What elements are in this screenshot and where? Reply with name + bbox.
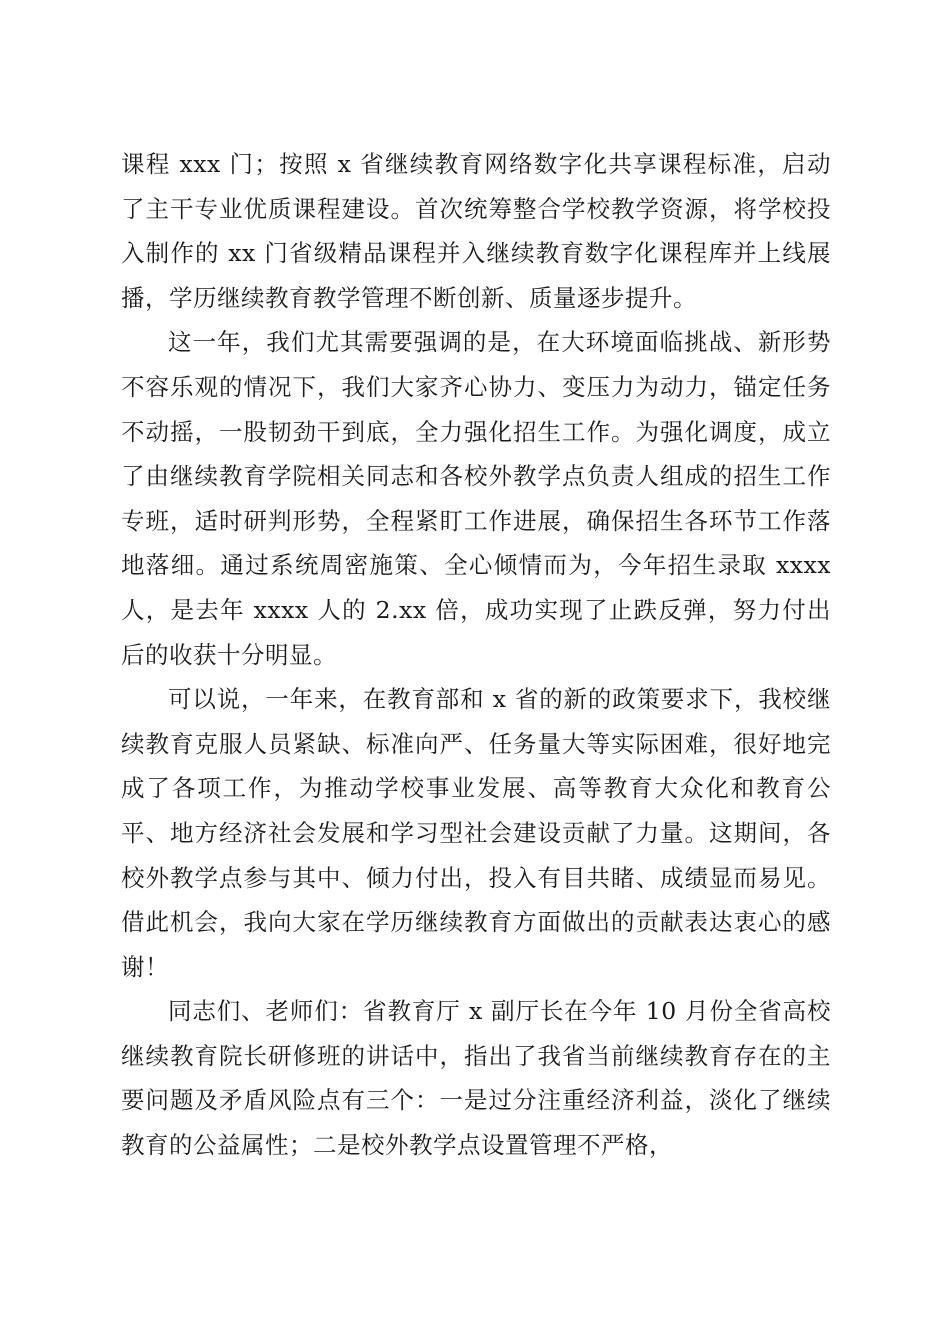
paragraph-annual-summary: 可以说，一年来，在教育部和 x 省的新的政策要求下，我校继续教育克服人员紧缺、标准向严、任务量大等实际困难，很好地完成了各项工作，为推动学校事业发展、高等教育大众化和教育公平、地方经济社会发展和学习型社会建设贡献了力量。这期间，各校外教学点参与其中、倾力付出，投入有目共睹、成绩显而易见。借此机会，我向大家在学历继续教育方面做出的贡献表达衷心的感谢！ xyxy=(121,685,831,981)
paragraph-main-problems: 同志们、老师们：省教育厅 x 副厅长在今年 10 月份全省高校继续教育院长研修班的讲话中，指出了我省当前继续教育存在的主要问题及矛盾风险点有三个：一是过分注重经济利益，淡化了继续教育的公益属性；二是校外教学点设置管理不严格， xyxy=(121,997,831,1160)
paragraph-enrollment-work: 这一年，我们尤其需要强调的是，在大环境面临挑战、新形势不容乐观的情况下，我们大家齐心协力、变压力为动力，锚定任务不动摇，一股韧劲干到底，全力强化招生工作。为强化调度，成立了由继续教育学院相关同志和各校外教学点负责人组成的招生工作专班，适时研判形势，全程紧盯工作进展，确保招生各环节工作落地落细。通过系统周密施策、全心倾情而为，今年招生录取 xxxx 人，是去年 xxxx 人的 2.xx 倍，成功实现了止跌反弹，努力付出后的收获十分明显。 xyxy=(121,328,831,669)
document-body xyxy=(121,142,831,1168)
paragraph-course-construction: 课程 xxx 门；按照 x 省继续教育网络数字化共享课程标准，启动了主干专业优质课程建设。首次统筹整合学校教学资源，将学校投入制作的 xx 门省级精品课程并入继续教育数字化课程库并上线展播，学历继续教育教学管理不断创新、质量逐步提升。 xyxy=(121,150,831,312)
